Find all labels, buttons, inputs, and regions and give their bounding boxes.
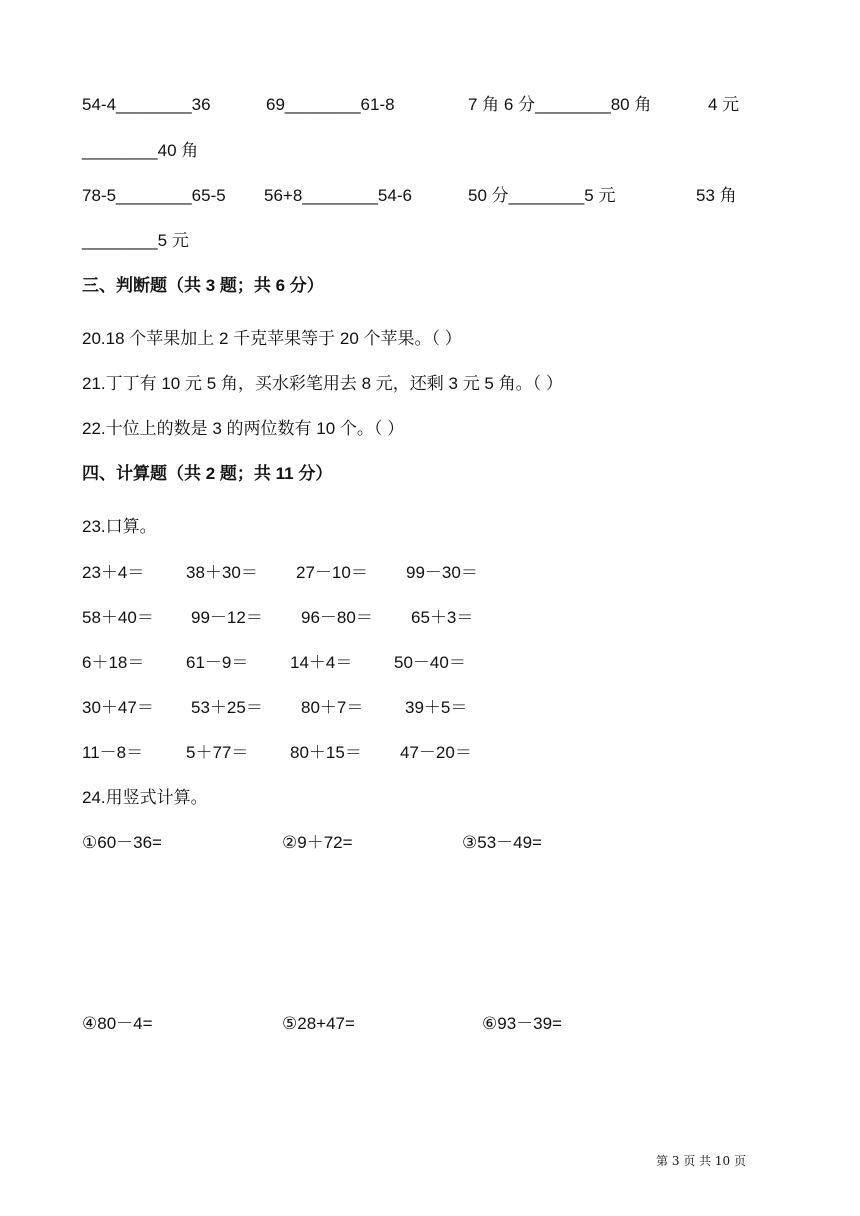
compare-item: 53 角 [696,186,737,205]
oral-calc-item: 14＋4＝ [290,653,353,672]
oral-calc-item: 11－8＝ [82,743,144,762]
oral-calc-item: 99－30＝ [406,563,478,582]
compare-item: 78-5________65-5 [82,186,226,205]
judgement-question: 20.18 个苹果加上 2 千克苹果等于 20 个苹果。（ ） [82,329,462,348]
section-heading-calculation: 四、计算题（共 2 题；共 11 分） [82,464,333,483]
compare-item: 4 元 [708,95,740,114]
oral-calc-item: 80＋7＝ [301,698,364,717]
oral-calc-item: 39＋5＝ [405,698,468,717]
oral-calc-item: 38＋30＝ [186,563,258,582]
compare-item: 7 角 6 分________80 角 [468,95,652,114]
oral-calc-item: 80＋15＝ [290,743,362,762]
vertical-calc-item: ②9＋72= [282,833,353,852]
oral-calc-item: 23＋4＝ [82,563,145,582]
vertical-calc-item: ③53－49= [462,833,542,852]
oral-calc-item: 5＋77＝ [186,743,249,762]
oral-calc-item: 6＋18＝ [82,653,145,672]
judgement-question: 22.十位上的数是 3 的两位数有 10 个。（ ） [82,419,405,438]
oral-calc-item: 47－20＝ [400,743,472,762]
vertical-calc-item: ⑥93－39= [482,1014,562,1033]
oral-calc-item: 30＋47＝ [82,698,154,717]
oral-calc-item: 50－40＝ [394,653,466,672]
compare-item-continued: ________40 角 [82,141,199,160]
oral-calc-item: 96－80＝ [301,608,373,627]
compare-item: 54-4________36 [82,95,211,114]
page-footer: 第 3 页 共 10 页 [656,1154,746,1168]
oral-calc-item: 99－12＝ [191,608,263,627]
vertical-calc-item: ①60－36= [82,833,162,852]
oral-calc-item: 65＋3＝ [411,608,474,627]
compare-item: 50 分________5 元 [468,186,616,205]
oral-calc-item: 58＋40＝ [82,608,154,627]
judgement-question: 21.丁丁有 10 元 5 角，买水彩笔用去 8 元，还剩 3 元 5 角。（ ） [82,374,563,393]
oral-calc-item: 53＋25＝ [191,698,263,717]
section-heading-judgement: 三、判断题（共 3 题；共 6 分） [82,276,324,295]
question-24-title: 24.用竖式计算。 [82,788,208,807]
oral-calc-item: 61－9＝ [186,653,249,672]
question-23-title: 23.口算。 [82,517,157,536]
oral-calc-item: 27－10＝ [296,563,368,582]
vertical-calc-item: ⑤28+47= [282,1014,355,1033]
compare-item: 69________61-8 [266,95,395,114]
compare-item-continued: ________5 元 [82,231,189,250]
vertical-calc-item: ④80－4= [82,1014,153,1033]
compare-item: 56+8________54-6 [264,186,412,205]
